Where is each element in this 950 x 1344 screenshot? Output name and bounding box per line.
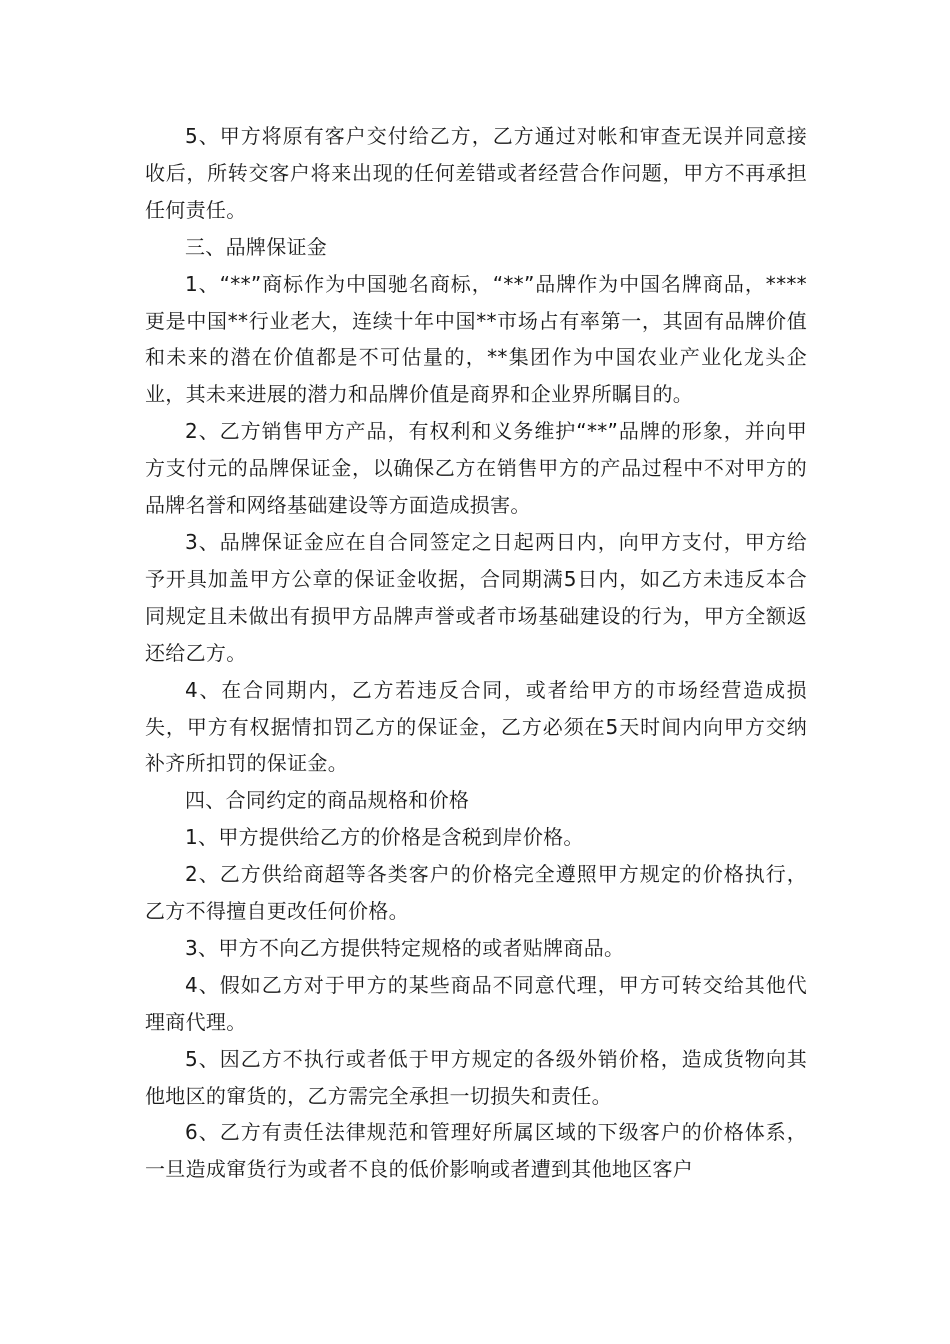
paragraph-brand-value: 1、“**”商标作为中国驰名商标，“**”品牌作为中国名牌商品，****更是中国**行业老大，连续十年中国**市场占有率第一，其固有品牌价值和未来的潜在价值都是不可估量的，**集团作为中国农业产业化龙头企业，其未来进展的潜力和品牌价值是商界和企业界所瞩目的。 bbox=[145, 271, 807, 407]
paragraph-deposit-payment: 2、乙方销售甲方产品，有权利和义务维护“**”品牌的形象，并向甲方支付元的品牌保证金，以确保乙方在销售甲方的产品过程中不对甲方的品牌名誉和网络基础建设等方面造成损害。 bbox=[145, 419, 807, 518]
paragraph-other-agent: 4、假如乙方对于甲方的某些商品不同意代理，甲方可转交给其他代理商代理。 bbox=[145, 972, 807, 1034]
paragraph-cross-region: 5、因乙方不执行或者低于甲方规定的各级外销价格，造成货物向其他地区的窜货的，乙方需完全承担一切损失和责任。 bbox=[145, 1046, 807, 1108]
paragraph-price-execution: 2、乙方供给商超等各类客户的价格完全遵照甲方规定的价格执行，乙方不得擅自更改任何价格。 bbox=[145, 862, 807, 924]
paragraph-deposit-penalty: 4、在合同期内，乙方若违反合同，或者给甲方的市场经营造成损失，甲方有权据情扣罚乙方的保证金，乙方必须在5天时间内向甲方交纳补齐所扣罚的保证金。 bbox=[145, 677, 807, 776]
paragraph-item-5-handover: 5、甲方将原有客户交付给乙方，乙方通过对帐和审查无误并同意接收后，所转交客户将来出现的任何差错或者经营合作问题，甲方不再承担任何责任。 bbox=[145, 124, 807, 222]
section-heading-brand-deposit: 三、品牌保证金 bbox=[185, 234, 328, 259]
paragraph-price-tax: 1、甲方提供给乙方的价格是含税到岸价格。 bbox=[185, 825, 584, 850]
paragraph-no-oem: 3、甲方不向乙方提供特定规格的或者贴牌商品。 bbox=[185, 935, 625, 960]
document-body bbox=[145, 118, 807, 1188]
section-heading-spec-price: 四、合同约定的商品规格和价格 bbox=[185, 788, 470, 813]
paragraph-price-system: 6、乙方有责任法律规范和管理好所属区域的下级客户的价格体系，一旦造成窜货行为或者不良的低价影响或者遭到其他地区客户 bbox=[145, 1120, 807, 1182]
paragraph-deposit-receipt: 3、品牌保证金应在自合同签定之日起两日内，向甲方支付，甲方给予开具加盖甲方公章的保证金收据，合同期满5日内，如乙方未违反本合同规定且未做出有损甲方品牌声誉或者市场基础建设的行为，甲方全额返还给乙方。 bbox=[145, 529, 807, 665]
